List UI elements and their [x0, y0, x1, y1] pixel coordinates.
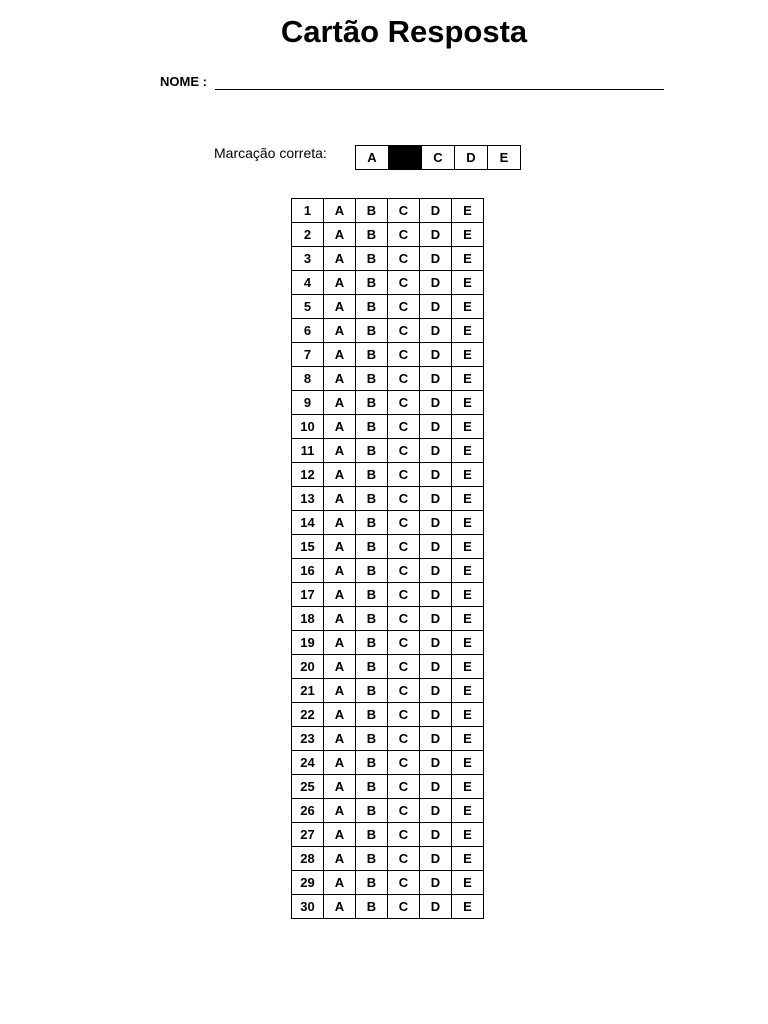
answer-option-b[interactable]: B	[356, 223, 388, 247]
answer-option-c[interactable]: C	[388, 367, 420, 391]
answer-option-b[interactable]: B	[356, 583, 388, 607]
answer-option-c[interactable]: C	[388, 559, 420, 583]
answer-option-d[interactable]: D	[420, 535, 452, 559]
example-label: Marcação correta:	[214, 145, 327, 161]
answer-option-b[interactable]: B	[356, 655, 388, 679]
question-number: 13	[292, 487, 324, 511]
question-number: 3	[292, 247, 324, 271]
answer-option-c[interactable]: C	[388, 199, 420, 223]
answer-option-b[interactable]: B	[356, 535, 388, 559]
answer-option-b[interactable]: B	[356, 319, 388, 343]
answer-option-e[interactable]: E	[452, 391, 484, 415]
answer-option-b[interactable]: B	[356, 847, 388, 871]
question-number: 16	[292, 559, 324, 583]
example-option-e: E	[488, 146, 521, 170]
answer-row	[292, 775, 484, 799]
question-number: 24	[292, 751, 324, 775]
answer-option-e[interactable]: E	[452, 199, 484, 223]
answer-option-e[interactable]: E	[452, 487, 484, 511]
answer-option-b[interactable]: B	[356, 487, 388, 511]
answer-option-e[interactable]: E	[452, 367, 484, 391]
answer-option-d[interactable]: D	[420, 751, 452, 775]
answer-option-b[interactable]: B	[356, 463, 388, 487]
answer-option-d[interactable]: D	[420, 871, 452, 895]
answer-option-a[interactable]: A	[324, 343, 356, 367]
question-number: 1	[292, 199, 324, 223]
question-number: 4	[292, 271, 324, 295]
example-option-d: D	[455, 146, 488, 170]
answer-row	[292, 871, 484, 895]
answer-option-e[interactable]: E	[452, 727, 484, 751]
answer-row	[292, 223, 484, 247]
answer-option-c[interactable]: C	[388, 511, 420, 535]
answer-option-c[interactable]: C	[388, 775, 420, 799]
page-title: Cartão Resposta	[280, 14, 528, 49]
answer-option-d[interactable]: D	[420, 271, 452, 295]
answer-option-d[interactable]: D	[420, 895, 452, 919]
answer-option-c[interactable]: C	[388, 439, 420, 463]
answer-option-d[interactable]: D	[420, 607, 452, 631]
answer-row	[292, 367, 484, 391]
answer-option-c[interactable]: C	[388, 319, 420, 343]
question-number: 14	[292, 511, 324, 535]
answer-option-e[interactable]: E	[452, 655, 484, 679]
answer-option-e[interactable]: E	[452, 439, 484, 463]
answer-row	[292, 295, 484, 319]
answer-option-c[interactable]: C	[388, 631, 420, 655]
answer-option-b[interactable]: B	[356, 247, 388, 271]
answer-option-c[interactable]: C	[388, 895, 420, 919]
question-number: 5	[292, 295, 324, 319]
answer-option-d[interactable]: D	[420, 847, 452, 871]
answer-option-b[interactable]: B	[356, 871, 388, 895]
answer-option-d[interactable]: D	[420, 823, 452, 847]
answer-option-e[interactable]: E	[452, 247, 484, 271]
answer-option-c[interactable]: C	[388, 247, 420, 271]
name-field-line[interactable]	[215, 89, 664, 90]
answer-option-b[interactable]: B	[356, 271, 388, 295]
answer-option-c[interactable]: C	[388, 487, 420, 511]
answer-option-d[interactable]: D	[420, 343, 452, 367]
answer-option-a[interactable]: A	[324, 703, 356, 727]
question-number: 15	[292, 535, 324, 559]
question-number: 10	[292, 415, 324, 439]
answer-row	[292, 847, 484, 871]
answer-option-e[interactable]: E	[452, 823, 484, 847]
answer-option-c[interactable]: C	[388, 391, 420, 415]
answer-option-d[interactable]: D	[420, 247, 452, 271]
answer-row	[292, 199, 484, 223]
answer-option-a[interactable]: A	[324, 799, 356, 823]
answer-option-b[interactable]: B	[356, 391, 388, 415]
answer-row	[292, 487, 484, 511]
question-number: 21	[292, 679, 324, 703]
question-number: 9	[292, 391, 324, 415]
answer-option-b[interactable]: B	[356, 367, 388, 391]
answer-option-b[interactable]: B	[356, 823, 388, 847]
question-number: 27	[292, 823, 324, 847]
question-number: 20	[292, 655, 324, 679]
answer-option-a[interactable]: A	[324, 631, 356, 655]
answer-row	[292, 799, 484, 823]
answer-option-c[interactable]: C	[388, 271, 420, 295]
answer-option-a[interactable]: A	[324, 775, 356, 799]
answer-option-e[interactable]: E	[452, 535, 484, 559]
answer-option-c[interactable]: C	[388, 703, 420, 727]
answer-option-e[interactable]: E	[452, 607, 484, 631]
answer-option-a[interactable]: A	[324, 751, 356, 775]
answer-row	[292, 679, 484, 703]
answer-option-a[interactable]: A	[324, 199, 356, 223]
answer-option-a[interactable]: A	[324, 823, 356, 847]
answer-option-d[interactable]: D	[420, 559, 452, 583]
answer-option-e[interactable]: E	[452, 871, 484, 895]
answer-option-e[interactable]: E	[452, 631, 484, 655]
answer-option-a[interactable]: A	[324, 895, 356, 919]
answer-option-b[interactable]: B	[356, 199, 388, 223]
answer-option-b[interactable]: B	[356, 895, 388, 919]
answer-option-e[interactable]: E	[452, 895, 484, 919]
answer-option-c[interactable]: C	[388, 295, 420, 319]
answer-option-a[interactable]: A	[324, 463, 356, 487]
answer-option-e[interactable]: E	[452, 511, 484, 535]
answer-row	[292, 631, 484, 655]
answer-option-e[interactable]: E	[452, 223, 484, 247]
answer-option-c[interactable]: C	[388, 679, 420, 703]
answer-option-a[interactable]: A	[324, 511, 356, 535]
answer-option-c[interactable]: C	[388, 751, 420, 775]
answer-option-c[interactable]: C	[388, 583, 420, 607]
answer-option-d[interactable]: D	[420, 223, 452, 247]
answer-row	[292, 343, 484, 367]
answer-row	[292, 535, 484, 559]
answer-row	[292, 415, 484, 439]
answer-option-d[interactable]: D	[420, 295, 452, 319]
answer-option-e[interactable]: E	[452, 775, 484, 799]
answer-row	[292, 895, 484, 919]
answer-option-b[interactable]: B	[356, 439, 388, 463]
answer-option-d[interactable]: D	[420, 367, 452, 391]
answer-option-d[interactable]: D	[420, 487, 452, 511]
answer-option-b[interactable]: B	[356, 511, 388, 535]
answer-row	[292, 511, 484, 535]
example-option-c: C	[422, 146, 455, 170]
answer-row	[292, 319, 484, 343]
answer-row	[292, 271, 484, 295]
answer-row	[292, 559, 484, 583]
answer-row	[292, 823, 484, 847]
question-number: 17	[292, 583, 324, 607]
answer-option-b[interactable]: B	[356, 295, 388, 319]
question-number: 12	[292, 463, 324, 487]
example-option-b	[389, 146, 422, 170]
answer-row	[292, 727, 484, 751]
answer-option-a[interactable]: A	[324, 487, 356, 511]
answer-row	[292, 583, 484, 607]
answer-option-d[interactable]: D	[420, 727, 452, 751]
question-number: 19	[292, 631, 324, 655]
question-number: 7	[292, 343, 324, 367]
answer-option-b[interactable]: B	[356, 751, 388, 775]
answer-option-e[interactable]: E	[452, 343, 484, 367]
question-number: 25	[292, 775, 324, 799]
answer-option-b[interactable]: B	[356, 703, 388, 727]
answer-row	[292, 655, 484, 679]
answer-option-a[interactable]: A	[324, 319, 356, 343]
answer-option-e[interactable]: E	[452, 583, 484, 607]
answer-option-a[interactable]: A	[324, 583, 356, 607]
question-number: 26	[292, 799, 324, 823]
answer-option-e[interactable]: E	[452, 415, 484, 439]
answer-option-e[interactable]: E	[452, 559, 484, 583]
answer-option-b[interactable]: B	[356, 607, 388, 631]
question-number: 11	[292, 439, 324, 463]
answer-option-a[interactable]: A	[324, 535, 356, 559]
answer-option-c[interactable]: C	[388, 463, 420, 487]
question-number: 30	[292, 895, 324, 919]
question-number: 2	[292, 223, 324, 247]
answer-option-a[interactable]: A	[324, 727, 356, 751]
answer-option-a[interactable]: A	[324, 559, 356, 583]
answer-option-c[interactable]: C	[388, 343, 420, 367]
answer-option-d[interactable]: D	[420, 655, 452, 679]
answer-grid	[291, 198, 484, 919]
answer-option-b[interactable]: B	[356, 799, 388, 823]
answer-option-e[interactable]: E	[452, 463, 484, 487]
answer-option-d[interactable]: D	[420, 319, 452, 343]
answer-option-a[interactable]: A	[324, 607, 356, 631]
answer-option-a[interactable]: A	[324, 223, 356, 247]
answer-option-d[interactable]: D	[420, 511, 452, 535]
answer-row	[292, 751, 484, 775]
answer-option-a[interactable]: A	[324, 847, 356, 871]
answer-option-d[interactable]: D	[420, 703, 452, 727]
answer-option-a[interactable]: A	[324, 871, 356, 895]
answer-option-a[interactable]: A	[324, 271, 356, 295]
answer-row	[292, 439, 484, 463]
answer-option-d[interactable]: D	[420, 631, 452, 655]
answer-option-e[interactable]: E	[452, 703, 484, 727]
answer-option-e[interactable]: E	[452, 271, 484, 295]
question-number: 23	[292, 727, 324, 751]
answer-option-b[interactable]: B	[356, 679, 388, 703]
answer-row	[292, 247, 484, 271]
answer-option-c[interactable]: C	[388, 799, 420, 823]
answer-option-e[interactable]: E	[452, 751, 484, 775]
answer-option-b[interactable]: B	[356, 727, 388, 751]
answer-option-d[interactable]: D	[420, 415, 452, 439]
answer-option-d[interactable]: D	[420, 799, 452, 823]
answer-option-d[interactable]: D	[420, 583, 452, 607]
answer-option-d[interactable]: D	[420, 199, 452, 223]
answer-option-b[interactable]: B	[356, 775, 388, 799]
answer-option-a[interactable]: A	[324, 391, 356, 415]
name-label: NOME :	[160, 74, 207, 89]
answer-option-a[interactable]: A	[324, 247, 356, 271]
question-number: 22	[292, 703, 324, 727]
answer-option-a[interactable]: A	[324, 439, 356, 463]
question-number: 8	[292, 367, 324, 391]
answer-option-c[interactable]: C	[388, 223, 420, 247]
answer-option-d[interactable]: D	[420, 439, 452, 463]
answer-option-b[interactable]: B	[356, 631, 388, 655]
answer-option-c[interactable]: C	[388, 871, 420, 895]
answer-option-c[interactable]: C	[388, 823, 420, 847]
answer-option-d[interactable]: D	[420, 679, 452, 703]
answer-option-c[interactable]: C	[388, 535, 420, 559]
question-number: 28	[292, 847, 324, 871]
answer-option-d[interactable]: D	[420, 775, 452, 799]
question-number: 18	[292, 607, 324, 631]
answer-option-e[interactable]: E	[452, 295, 484, 319]
question-number: 29	[292, 871, 324, 895]
question-number: 6	[292, 319, 324, 343]
answer-option-b[interactable]: B	[356, 415, 388, 439]
answer-option-e[interactable]: E	[452, 799, 484, 823]
answer-row	[292, 607, 484, 631]
answer-row	[292, 703, 484, 727]
answer-option-a[interactable]: A	[324, 655, 356, 679]
answer-row	[292, 463, 484, 487]
answer-option-c[interactable]: C	[388, 847, 420, 871]
example-option-a: A	[356, 146, 389, 170]
answer-option-b[interactable]: B	[356, 559, 388, 583]
answer-option-e[interactable]: E	[452, 847, 484, 871]
answer-option-c[interactable]: C	[388, 727, 420, 751]
answer-option-d[interactable]: D	[420, 391, 452, 415]
answer-option-b[interactable]: B	[356, 343, 388, 367]
answer-option-e[interactable]: E	[452, 319, 484, 343]
answer-option-a[interactable]: A	[324, 295, 356, 319]
answer-option-d[interactable]: D	[420, 463, 452, 487]
answer-option-e[interactable]: E	[452, 679, 484, 703]
answer-option-a[interactable]: A	[324, 367, 356, 391]
answer-row	[292, 391, 484, 415]
answer-option-a[interactable]: A	[324, 415, 356, 439]
answer-option-c[interactable]: C	[388, 415, 420, 439]
answer-option-a[interactable]: A	[324, 679, 356, 703]
answer-option-c[interactable]: C	[388, 607, 420, 631]
answer-option-c[interactable]: C	[388, 655, 420, 679]
example-mark-row	[355, 145, 521, 170]
